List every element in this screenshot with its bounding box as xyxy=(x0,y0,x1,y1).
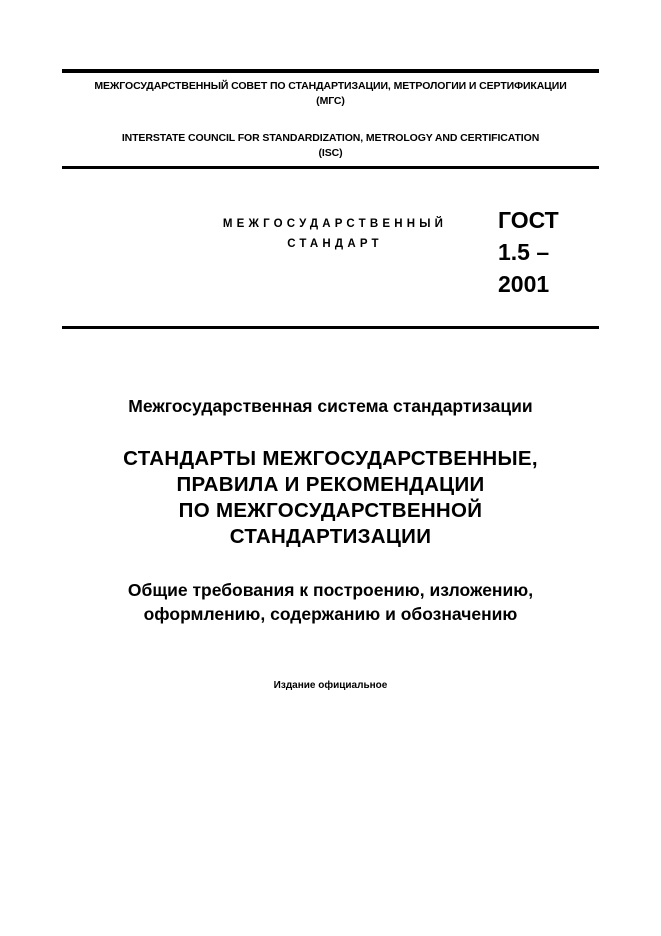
gost-year: 2001 xyxy=(498,271,550,297)
gost-number: 1.5 – xyxy=(498,239,550,265)
standard-type xyxy=(190,214,480,254)
council-ru xyxy=(62,79,599,109)
standard-type-line1: МЕЖГОСУДАРСТВЕННЫЙ xyxy=(222,218,448,230)
series-title: Межгосударственная система стандартизации xyxy=(128,396,533,416)
main-title-line3: ПО МЕЖГОСУДАРСТВЕННОЙ xyxy=(178,499,483,522)
gost-label: ГОСТ xyxy=(498,207,559,233)
standard-type-line2: СТАНДАРТ xyxy=(287,238,383,250)
subtitle-line2: оформлению, содержанию и обозначению xyxy=(143,604,518,624)
council-ru-name: МЕЖГОСУДАРСТВЕННЫЙ СОВЕТ ПО СТАНДАРТИЗАЦИИ, МЕТРОЛОГИИ И СЕРТИФИКАЦИИ xyxy=(94,80,567,92)
council-en-name: INTERSTATE COUNCIL FOR STANDARDIZATION, METROLOGY AND CERTIFICATION xyxy=(121,132,540,144)
main-title-line1: СТАНДАРТЫ МЕЖГОСУДАРСТВЕННЫЕ, xyxy=(123,447,538,470)
edition-label: Издание официальное xyxy=(273,680,388,691)
subtitle xyxy=(62,578,599,626)
council-ru-abbr: (МГС) xyxy=(316,95,345,107)
main-title xyxy=(62,446,599,550)
subtitle-line1: Общие требования к построению, изложению, xyxy=(127,580,534,600)
designation-rule xyxy=(62,326,599,329)
header-rule xyxy=(62,166,599,169)
main-title-line2: ПРАВИЛА И РЕКОМЕНДАЦИИ xyxy=(176,473,485,496)
council-en-abbr: (ISC) xyxy=(318,147,343,159)
gost-designation xyxy=(498,204,559,300)
council-en xyxy=(62,131,599,161)
top-rule xyxy=(62,69,599,73)
main-title-line4: СТАНДАРТИЗАЦИИ xyxy=(229,525,432,548)
